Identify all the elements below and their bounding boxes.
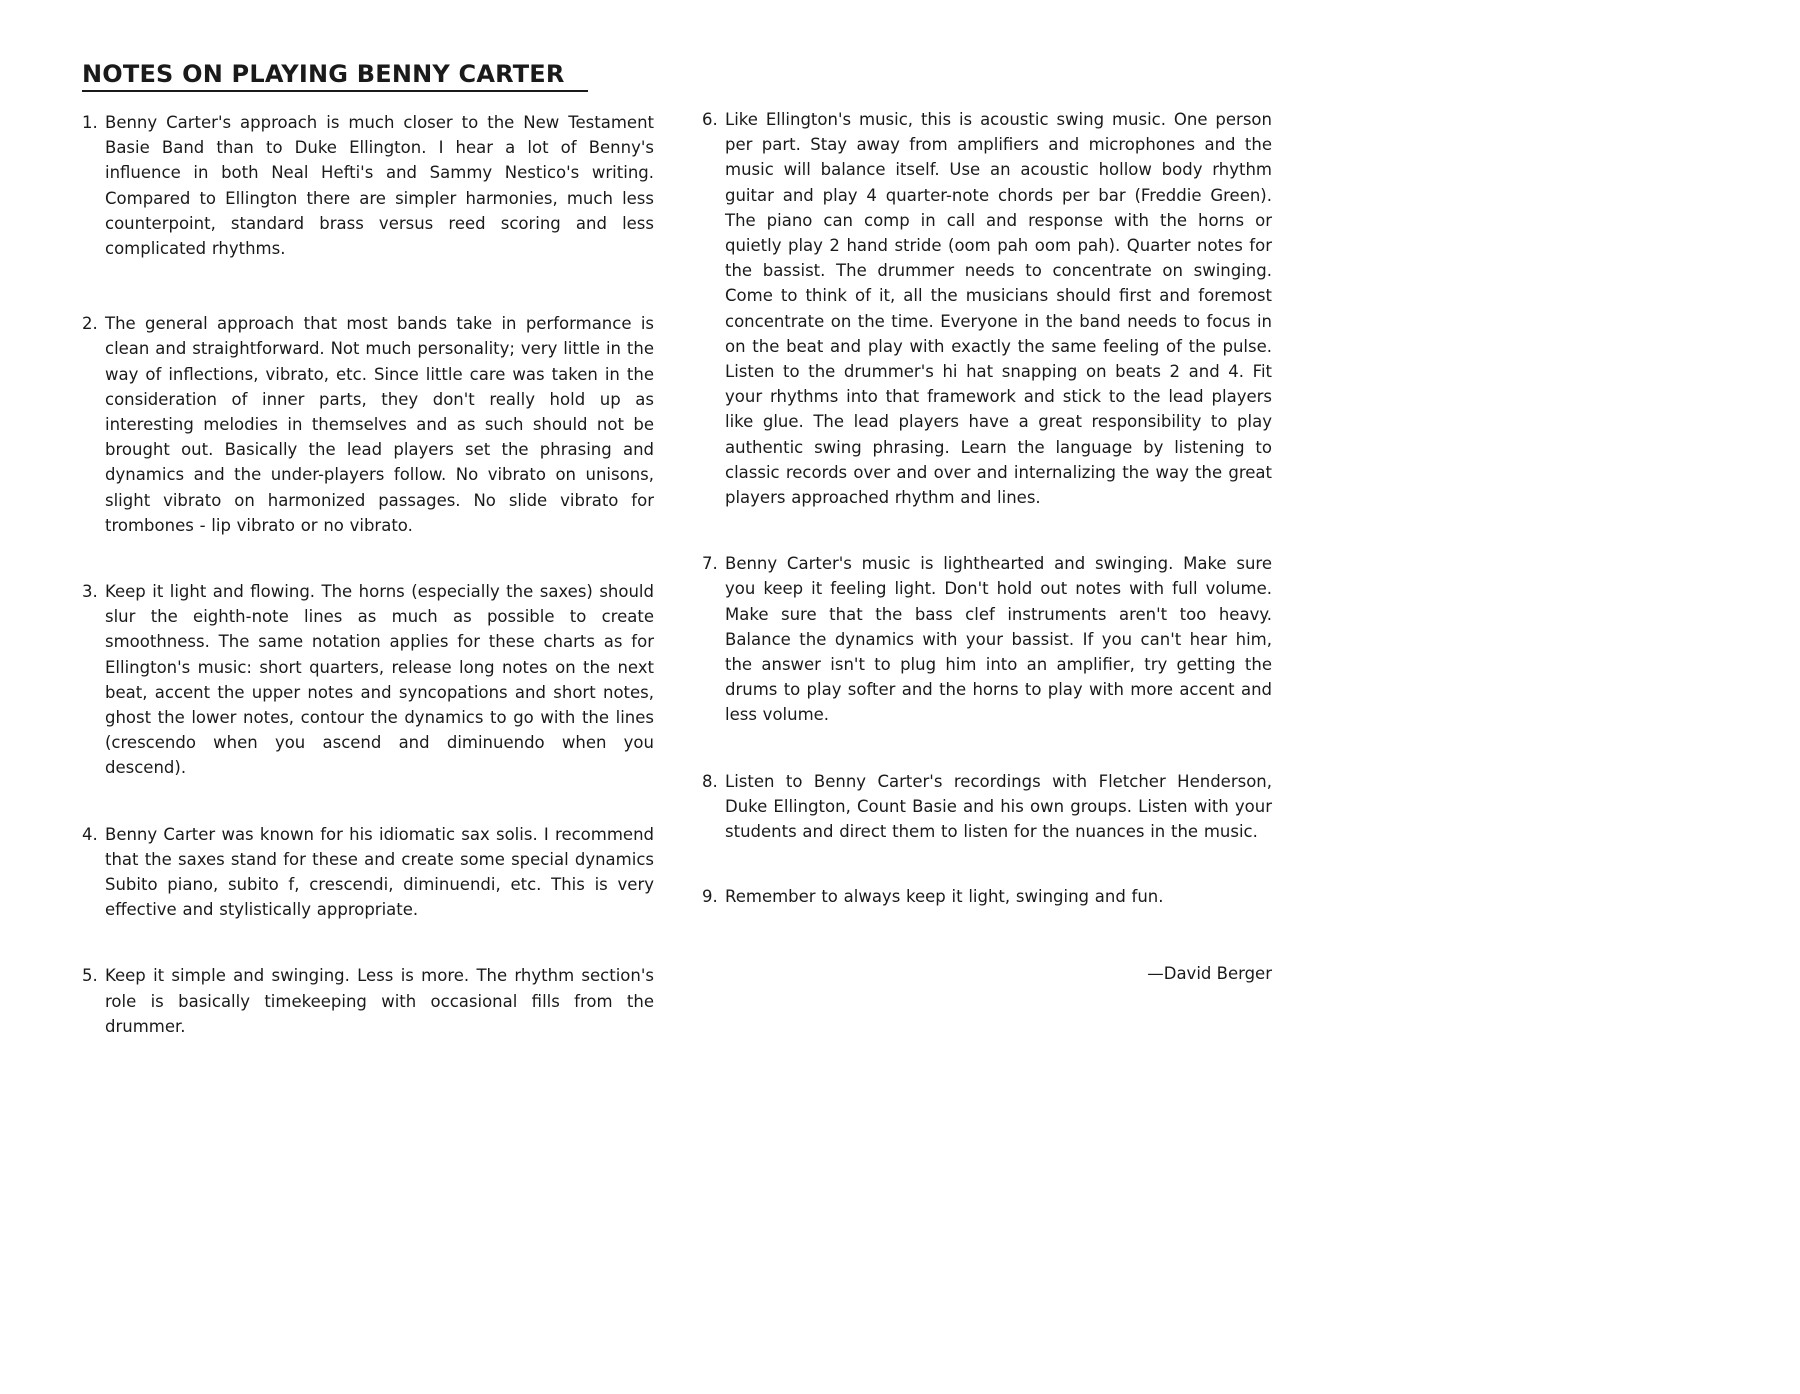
note-6 bbox=[702, 107, 1272, 510]
note-number: 6. bbox=[702, 110, 718, 129]
note-3 bbox=[82, 579, 654, 781]
note-text: The general approach that most bands take in performance is clean and straightforward. Not much personality; very little in the way of inflections, vibrato, etc. Since little care was taken in the consideration of inner parts, they don't really hold up as interesting melodies in themselves and as such should not be brought out. Basically the lead players set the phrasing and dynamics and the under-players follow. No vibrato on unisons, slight vibrato on harmonized passages. No slide vibrato for trombones - lip vibrato or no vibrato. bbox=[105, 314, 654, 535]
note-number: 1. bbox=[82, 113, 98, 132]
note-1 bbox=[82, 110, 654, 261]
note-text: Keep it simple and swinging. Less is more. The rhythm section's role is basically timekeeping with occasional fills from the drummer. bbox=[105, 966, 654, 1036]
note-number: 3. bbox=[82, 582, 98, 602]
note-2 bbox=[82, 311, 654, 538]
note-number: 8. bbox=[702, 771, 718, 791]
notes-left-column bbox=[82, 110, 654, 1039]
note-5 bbox=[82, 963, 654, 1039]
note-text: Benny Carter's approach is much closer to the New Testament Basie Band than to Duke Ellington. I hear a lot of Benny's influence in both Neal Hefti's and Sammy Nestico's writing. Compared to Ellington there are simpler harmonies, much less counterpoint, standard brass versus reed scoring and less complicated rhythms. bbox=[105, 113, 654, 259]
note-number: 9. bbox=[702, 887, 718, 907]
note-text: Like Ellington's music, this is acoustic swing music. One person per part. Stay away from amplifiers and microphones and the music will balance itself. Use an acoustic hollow body rhythm guitar and play 4 quarter-note chords per bar (Freddie Green). The piano can comp in call and response with the horns or quietly play 2 hand stride (oom pah oom pah). Quarter notes for the bassist. The drummer needs to concentrate on swinging. Come to think of it, all the musicians should first and foremost concentrate on the time. Everyone in the band needs to focus in on the beat and play with exactly the same feeling of the pulse. Listen to the drummer's hi hat snapping on beats 2 and 4. Fit your rhythms into that framework and stick to the lead players like glue. The lead players have a great responsibility to play authentic swing phrasing. Learn the language by listening to classic records over and over and internalizing the way the great players approached rhythm and lines. bbox=[725, 110, 1272, 508]
note-number: 2. bbox=[82, 314, 98, 334]
note-text: Remember to always keep it light, swinging and fun. bbox=[725, 887, 1164, 907]
notes-right-column bbox=[702, 107, 1272, 925]
note-text: Benny Carter's music is lighthearted and swinging. Make sure you keep it feeling light. Don't hold out notes with full volume. Make sure that the bass clef instruments aren't too heavy. Balance the dynamics with your bassist. If you can't hear him, the answer isn't to plug him into an amplifier, try getting the drums to play softer and the horns to play with more accent and less volume. bbox=[725, 554, 1272, 725]
note-number: 4. bbox=[82, 824, 98, 844]
note-text: Benny Carter was known for his idiomatic sax solis. I recommend that the saxes stand for these and create some special dynamics Subito piano, subito f, crescendi, diminuendi, etc. This is very effective and stylistically appropriate. bbox=[105, 824, 654, 920]
note-number: 7. bbox=[702, 554, 718, 574]
note-text: Listen to Benny Carter's recordings with Fletcher Henderson, Duke Ellington, Count Basie and his own groups. Listen with your students and direct them to listen for the nuances in the music. bbox=[725, 771, 1272, 842]
note-9 bbox=[702, 884, 1272, 909]
note-4 bbox=[82, 822, 654, 923]
note-number: 5. bbox=[82, 966, 98, 986]
page-title: NOTES ON PLAYING BENNY CARTER bbox=[82, 58, 588, 92]
note-7 bbox=[702, 551, 1272, 727]
note-8 bbox=[702, 769, 1272, 845]
author-signature: —David Berger bbox=[1147, 964, 1272, 983]
note-text: Keep it light and flowing. The horns (especially the saxes) should slur the eighth-note lines as much as possible to create smoothness. The same notation applies for these charts as for Ellington's music: short quarters, release long notes on the next beat, accent the upper notes and syncopations and short notes, ghost the lower notes, contour the dynamics to go with the lines (crescendo when you ascend and diminuendo when you descend). bbox=[105, 582, 654, 778]
